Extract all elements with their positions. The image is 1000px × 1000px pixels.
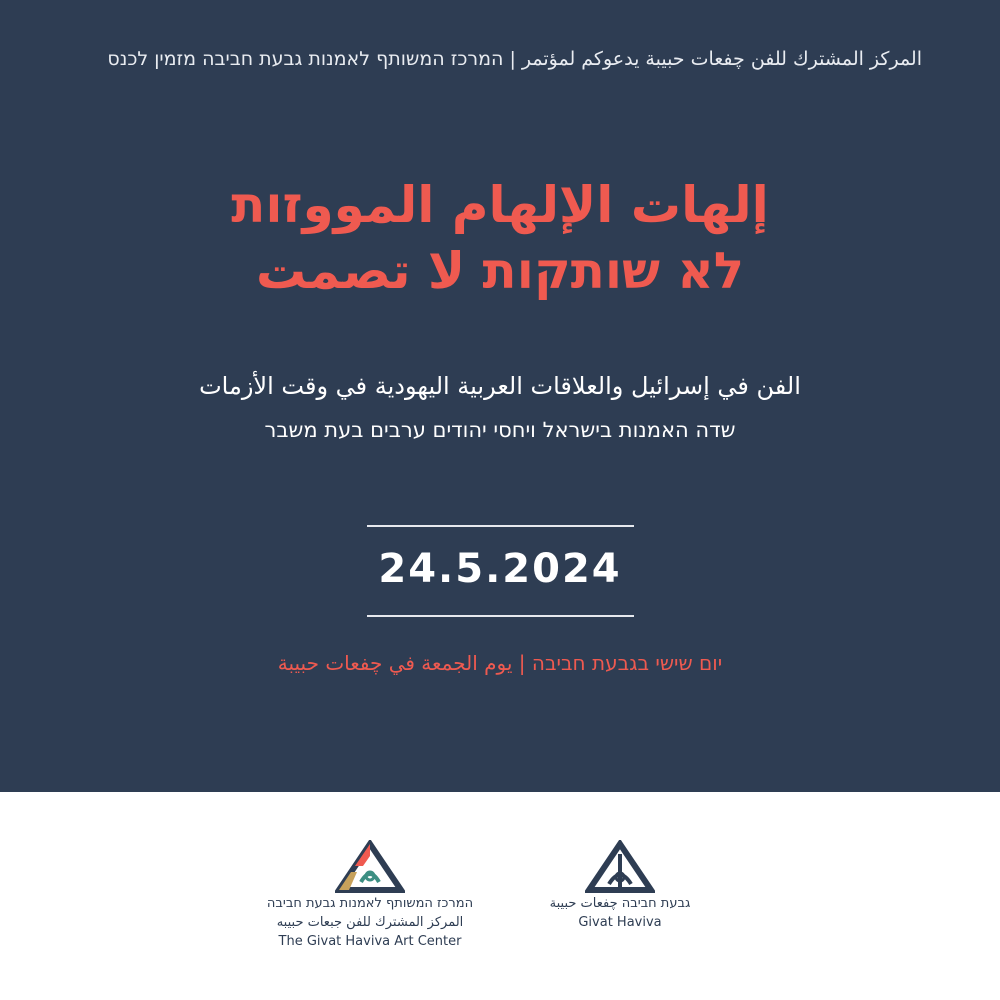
art-center-name-arabic: المركز المشترك للفن جبعات حبيبه [276,915,464,930]
event-date: 24.5.2024 [378,546,622,592]
divider-top [367,525,634,527]
subtitle-arabic: الفن في إسرائيل والعلاقات العربية اليهودية في وقت الأزمات [199,372,801,400]
art-center-name-hebrew: המרכז המשותף לאמנות גבעת חביבה [266,896,474,911]
subtitle-hebrew: שדה האמנות בישראל ויחסי יהודים ערבים בעת משבר [264,418,736,442]
art-center-name-english: The Givat Haviva Art Center [278,934,462,949]
headline-line-1: إلهات الإلهام المووזות [231,176,769,234]
event-day: יום שישי בגבעת חביבה | يوم الجمعة في چفعات حبيبة [277,651,723,675]
givat-haviva-names: גבעת חביבה چفعات حبيبة [549,896,691,911]
divider-bottom [367,615,634,617]
givat-haviva-english: Givat Haviva [578,915,662,930]
headline [0,172,1000,304]
art-center-logo [230,840,510,951]
headline-line-2: לא שותקות لا تصمت [256,242,744,300]
subtitle [0,364,1000,452]
givat-haviva-logo [500,840,740,932]
givat-haviva-triangle-icon [585,840,655,894]
footer [0,792,1000,1000]
art-center-triangle-icon [335,840,405,894]
invitation-line: المركز المشترك للفن چفعات حبيبة يدعوكم لمؤتمر | המרכז המשותף לאמנות גבעת חביבה מזמין לכנס [107,48,922,70]
